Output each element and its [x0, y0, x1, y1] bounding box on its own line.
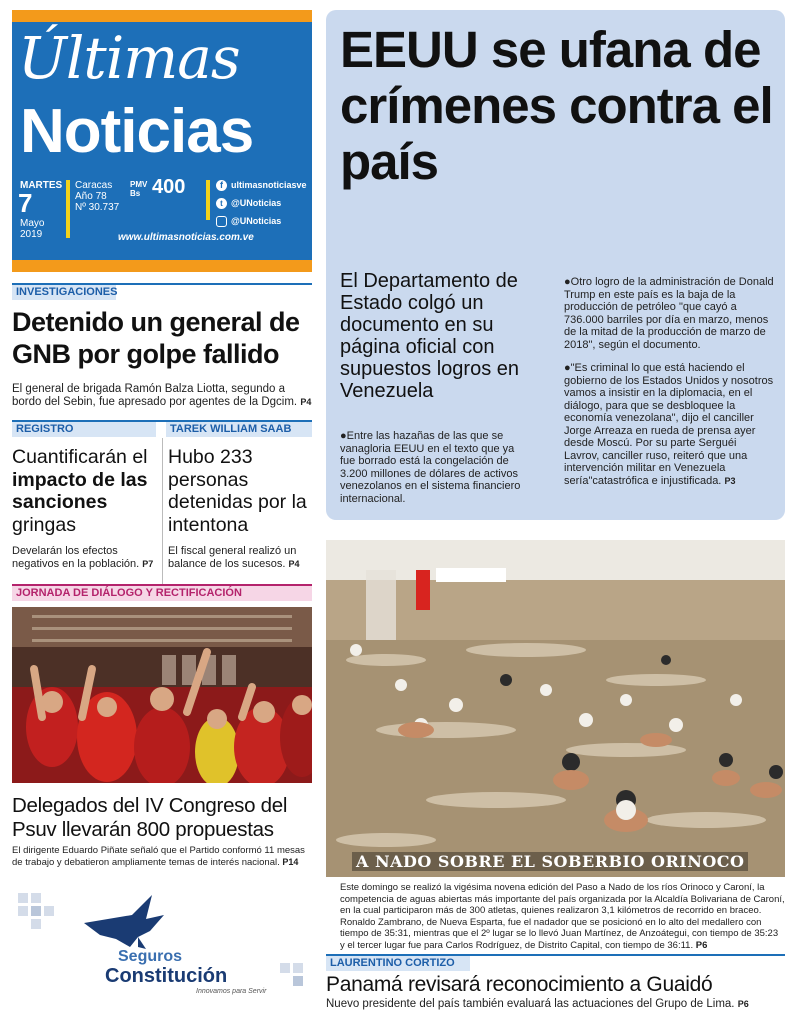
jornada-page-ref: P14 — [282, 856, 299, 867]
lead-column-1: ●Entre las hazañas de las que se vanagloria EEUU en el texto que ya fue borrado está la congelación de 3.200 millones de dólares de activos venezolanos en el sistema financiero internacional. — [340, 430, 521, 505]
eagle-logo-icon — [84, 895, 164, 949]
swimming-photo — [326, 540, 785, 877]
registro-headline[interactable] — [12, 446, 160, 536]
photo-text — [340, 882, 785, 951]
masthead-divider-2 — [206, 180, 210, 220]
congress-photo — [12, 607, 312, 783]
cortizo-headline[interactable]: Panamá revisará reconocimiento a Guaidó — [326, 973, 713, 996]
photo-page-ref: P6 — [695, 939, 708, 951]
masthead-issue: Nº 30.737 — [75, 202, 120, 213]
masthead-date: 7 — [18, 188, 33, 218]
facebook-handle: ultimasnoticiasve — [231, 179, 307, 190]
registro-headline-part2: gringas — [12, 513, 76, 536]
ad-brand-line1: Seguros — [118, 948, 183, 965]
masthead-name-line2: Noticias — [20, 97, 254, 166]
registro-summary — [12, 545, 162, 570]
instagram-handle: @UNoticias — [231, 215, 282, 226]
saab-summary-text: El fiscal general realizó un balance de los sucesos. — [168, 545, 297, 570]
cortizo-page-ref: P6 — [737, 999, 749, 1009]
photo-text-body: Este domingo se realizó la vigésima novena edición del Paso a Nado de los ríos Orinoco y Caroní, la competencia de aguas abiertas más importante del país organizada por la Alcaldía Bolivariana de Caroní, en la cual participaron más de 300 atletas, quienes realizaron 3,1 kilómetros de recorrido en braceo. Ronaldo Zambrano, de Nueva Esparta, fue el nadador que se posicionó en lo alto del medallero con tiempo de 35:31, mientras que el 2º lugar se lo llevó Juan Martínez, de Anzoátegui, con tiempo de 35:23 y el tercer lugar fue para Carlos Rodríguez, de Distrito Capital, con tiempo de 36:11. — [340, 882, 785, 951]
investigaciones-summary-text: El general de brigada Ramón Balza Liotta, segundo a bordo del Sebin, fue apresado por agentes de la Dgcim. — [12, 383, 298, 408]
section-label-registro: REGISTRO — [12, 422, 156, 437]
registro-summary-text: Develarán los efectos negativos en la población. — [12, 545, 140, 570]
section-label-jornada: JORNADA DE DIÁLOGO Y RECTIFICACIÓN — [12, 584, 312, 601]
masthead-website[interactable]: www.ultimasnoticias.com.ve — [118, 232, 254, 243]
lead-column-2b-text: ●"Es criminal lo que está haciendo el gobierno de los Estados Unidos y nosotros vamos a insistir en la diplomacia, en el diálogo, para que se desbloquee la economía venezolana", dijo el canciller Jorge Arreaza en rueda de prensa ayer desde Moscú. Por su parte Serguéi Lavrov, canciller ruso, reiteró que una intervención militar en Venezuela sería"catastrófica e injustificada. — [564, 362, 774, 487]
twitter-handle: @UNoticias — [231, 197, 282, 208]
lead-headline[interactable]: EEUU se ufana de crímenes contra el país — [340, 21, 773, 190]
registro-page-ref: P7 — [142, 558, 154, 569]
jornada-summary-text: El dirigente Eduardo Piñate señaló que el Partido conformó 11 mesas de trabajo y debatieron ampliamente temas de interés nacional. — [12, 845, 305, 868]
cortizo-summary-text: Nuevo presidente del país también evaluará las actuaciones del Grupo de Lima. — [326, 998, 735, 1010]
cortizo-summary — [326, 998, 796, 1011]
social-twitter[interactable] — [216, 195, 307, 211]
photo-caption: A NADO SOBRE EL SOBERBIO ORINOCO — [352, 852, 748, 871]
masthead-day: MARTES — [20, 180, 63, 191]
lead-column-2b — [564, 362, 774, 487]
section-label-investigaciones: INVESTIGACIONES — [12, 285, 116, 300]
masthead-price: 400 — [152, 176, 186, 198]
ad-tagline: Innovamos para Servir — [196, 988, 267, 995]
jornada-headline[interactable]: Delegados del IV Congreso del Psuv llevarán 800 propuestas — [12, 794, 288, 841]
column-divider — [162, 438, 163, 588]
saab-page-ref: P4 — [288, 558, 300, 569]
masthead-divider — [66, 180, 70, 238]
social-instagram[interactable] — [216, 213, 307, 229]
registro-headline-part1: Cuantificarán el — [12, 446, 148, 468]
section-label-saab: TAREK WILLIAM SAAB — [166, 422, 312, 437]
masthead-month-year: Mayo 2019 — [20, 218, 45, 240]
section-label-cortizo: LAURENTINO CORTIZO — [326, 956, 470, 971]
masthead-pvp-label: PMV Bs — [130, 180, 148, 198]
lead-column-2a: ●Otro logro de la administración de Donald Trump en este país es la baja de la producción de petróleo "que cayó a 736.000 barriles por día en marzo, menos de la mitad de la producción de marzo de 2018", según el documento. — [564, 276, 774, 351]
lead-page-ref: P3 — [724, 475, 736, 486]
jornada-summary — [12, 845, 312, 868]
social-facebook[interactable] — [216, 177, 307, 193]
investigaciones-page-ref: P4 — [300, 396, 312, 407]
masthead-city-year: Caracas Año 78 — [75, 180, 113, 202]
facebook-icon: f — [216, 180, 227, 191]
registro-headline-bold: impacto de las sanciones — [12, 468, 148, 513]
twitter-icon: t — [216, 198, 227, 209]
ad-brand-line2: Constitución — [105, 965, 228, 987]
instagram-icon — [216, 216, 227, 227]
investigaciones-headline[interactable]: Detenido un general de GNB por golpe fallido — [12, 307, 300, 369]
saab-summary — [168, 545, 314, 570]
investigaciones-summary — [12, 383, 312, 408]
lead-deck: El Departamento de Estado colgó un documento en su página oficial con supuestos logros en Venezuela — [340, 270, 520, 402]
masthead-name-line1: Últimas — [18, 24, 240, 92]
saab-headline[interactable]: Hubo 233 personas detenidas por la intentona — [168, 446, 307, 536]
masthead-social — [216, 177, 307, 229]
